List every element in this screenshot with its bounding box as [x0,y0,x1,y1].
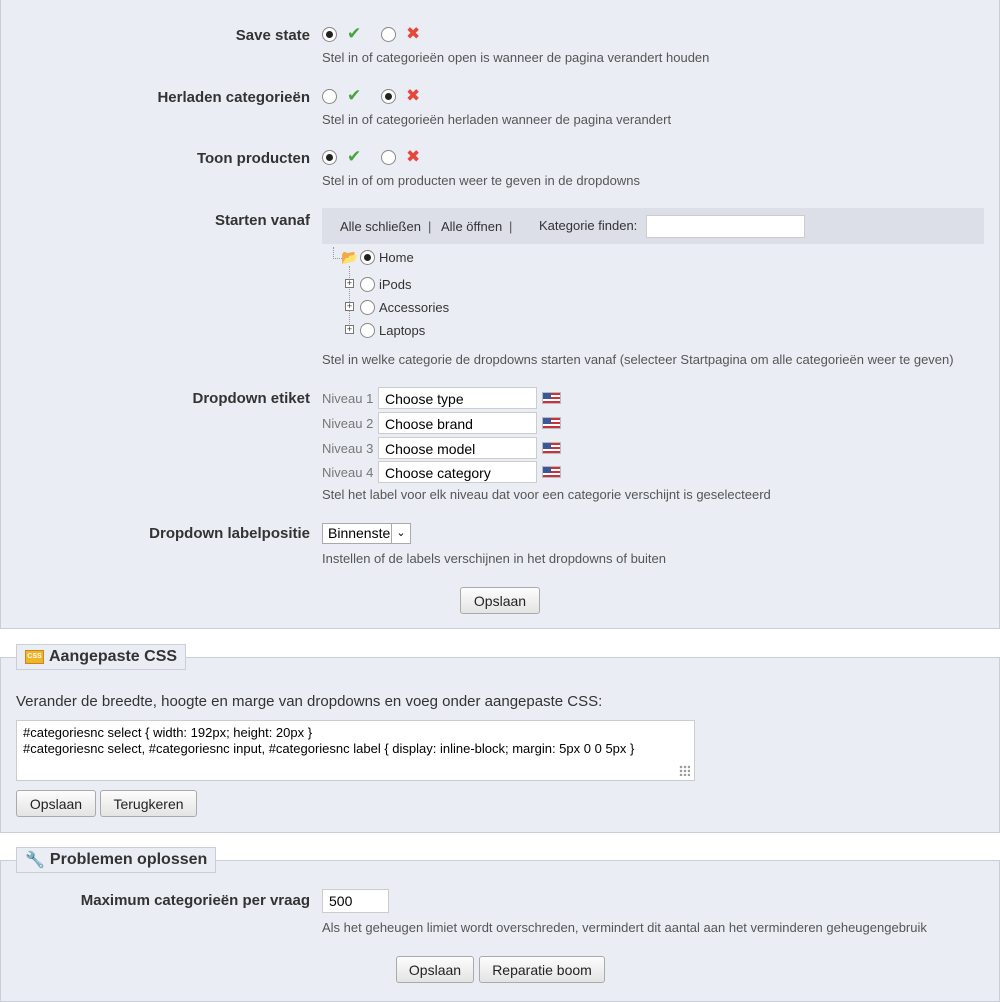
us-flag-icon[interactable] [542,466,561,478]
cross-icon: ✖ [406,86,421,105]
find-category-input[interactable] [646,215,805,238]
tree-connector [349,266,350,330]
level-4-input[interactable]: Choose category [378,461,537,483]
label-position-value: Binnenste [328,525,391,541]
us-flag-icon[interactable] [542,442,561,454]
level-1-input[interactable]: Choose type [378,387,537,409]
expand-icon[interactable]: + [346,278,353,288]
custom-css-textarea[interactable] [16,720,695,781]
us-flag-icon[interactable] [542,392,561,404]
reload-categories-label: Herladen categorieën [157,89,310,106]
reset-css-button[interactable]: Terugkeren [100,790,197,817]
label-position-select[interactable] [322,523,411,544]
check-icon: ✔ [347,24,362,43]
custom-css-title: Aangepaste CSS [49,648,178,665]
dropdown-label-label: Dropdown etiket [192,390,310,407]
start-from-label: Starten vanaf [214,212,310,229]
separator: | [509,219,513,234]
tree-radio-ipods[interactable] [360,277,375,292]
tree-item-accessories[interactable]: Accessories [379,300,450,315]
reload-categories-yes-radio[interactable] [322,89,337,104]
css-icon: CSS [25,650,44,664]
custom-css-code: #categoriesnc select { width: 192px; height: 20px } #categoriesnc select, #categoriesnc input, #categoriesnc label { display: inline-block; margin: 5px 0 0 5px } [23,725,635,756]
tree-item-ipods[interactable]: iPods [379,277,412,292]
level-4-label: Niveau 4 [322,465,374,480]
save-state-hint: Stel in of categorieën open is wanneer de pagina verandert houden [322,50,710,65]
cross-icon: ✖ [406,24,421,43]
check-icon: ✔ [347,86,362,105]
start-from-hint: Stel in welke categorie de dropdowns starten vanaf (selecteer Startpagina om alle categorieën weer te geven) [322,352,954,367]
save-state-label: Save state [235,27,310,44]
troubleshoot-legend [16,847,216,873]
custom-css-legend [16,644,186,670]
find-category-label: Kategorie finden: [539,218,638,233]
level-2-label: Niveau 2 [322,416,374,431]
save-button[interactable]: Opslaan [460,587,540,614]
repair-tree-button[interactable]: Reparatie boom [479,956,605,983]
save-state-yes-radio[interactable] [322,27,337,42]
expand-icon[interactable]: + [346,324,353,334]
collapse-all-link[interactable]: Alle schließen [340,219,421,234]
show-products-yes-radio[interactable] [322,150,337,165]
label-position-label: Dropdown labelpositie [149,525,310,542]
tree-item-home[interactable]: Home [379,250,414,265]
level-3-label: Niveau 3 [322,441,374,456]
level-1-label: Niveau 1 [322,391,374,406]
level-3-input[interactable]: Choose model [378,437,537,459]
reload-categories-no-radio[interactable] [381,89,396,104]
label-position-hint: Instellen of de labels verschijnen in het dropdowns of buiten [322,551,666,566]
wrench-icon: 🔧 [25,852,45,869]
save-state-no-radio[interactable] [381,27,396,42]
reload-categories-hint: Stel in of categorieën herladen wanneer de pagina verandert [322,112,672,127]
tree-radio-laptops[interactable] [360,323,375,338]
tree-radio-home[interactable] [360,250,375,265]
check-icon: ✔ [347,147,362,166]
save-troubleshoot-button[interactable]: Opslaan [396,956,474,983]
expand-all-link[interactable]: Alle öffnen [441,219,503,234]
show-products-label: Toon producten [196,150,310,167]
tree-radio-accessories[interactable] [360,300,375,315]
show-products-hint: Stel in of om producten weer te geven in de dropdowns [322,173,640,188]
dropdown-label-hint: Stel het label voor elk niveau dat voor een categorie verschijnt is geselecteerd [322,487,771,502]
max-categories-input[interactable]: 500 [322,889,389,913]
separator: | [428,219,432,234]
expand-icon[interactable]: + [346,301,353,311]
custom-css-intro: Verander de breedte, hoogte en marge van dropdowns en voeg onder aangepaste CSS: [16,693,603,710]
troubleshoot-title: Problemen oplossen [49,851,208,868]
resize-handle-icon[interactable] [679,765,690,776]
show-products-no-radio[interactable] [381,150,396,165]
chevron-down-icon: ⌄ [391,524,410,543]
us-flag-icon[interactable] [542,417,561,429]
folder-open-icon: 📂 [341,249,359,265]
max-categories-label: Maximum categorieën per vraag [80,892,310,909]
cross-icon: ✖ [406,147,421,166]
max-categories-hint: Als het geheugen limiet wordt overschreden, vermindert dit aantal aan het verminderen geheugengebruik [322,920,927,935]
level-2-input[interactable]: Choose brand [378,412,537,434]
save-css-button[interactable]: Opslaan [16,790,96,817]
tree-item-laptops[interactable]: Laptops [379,323,426,338]
